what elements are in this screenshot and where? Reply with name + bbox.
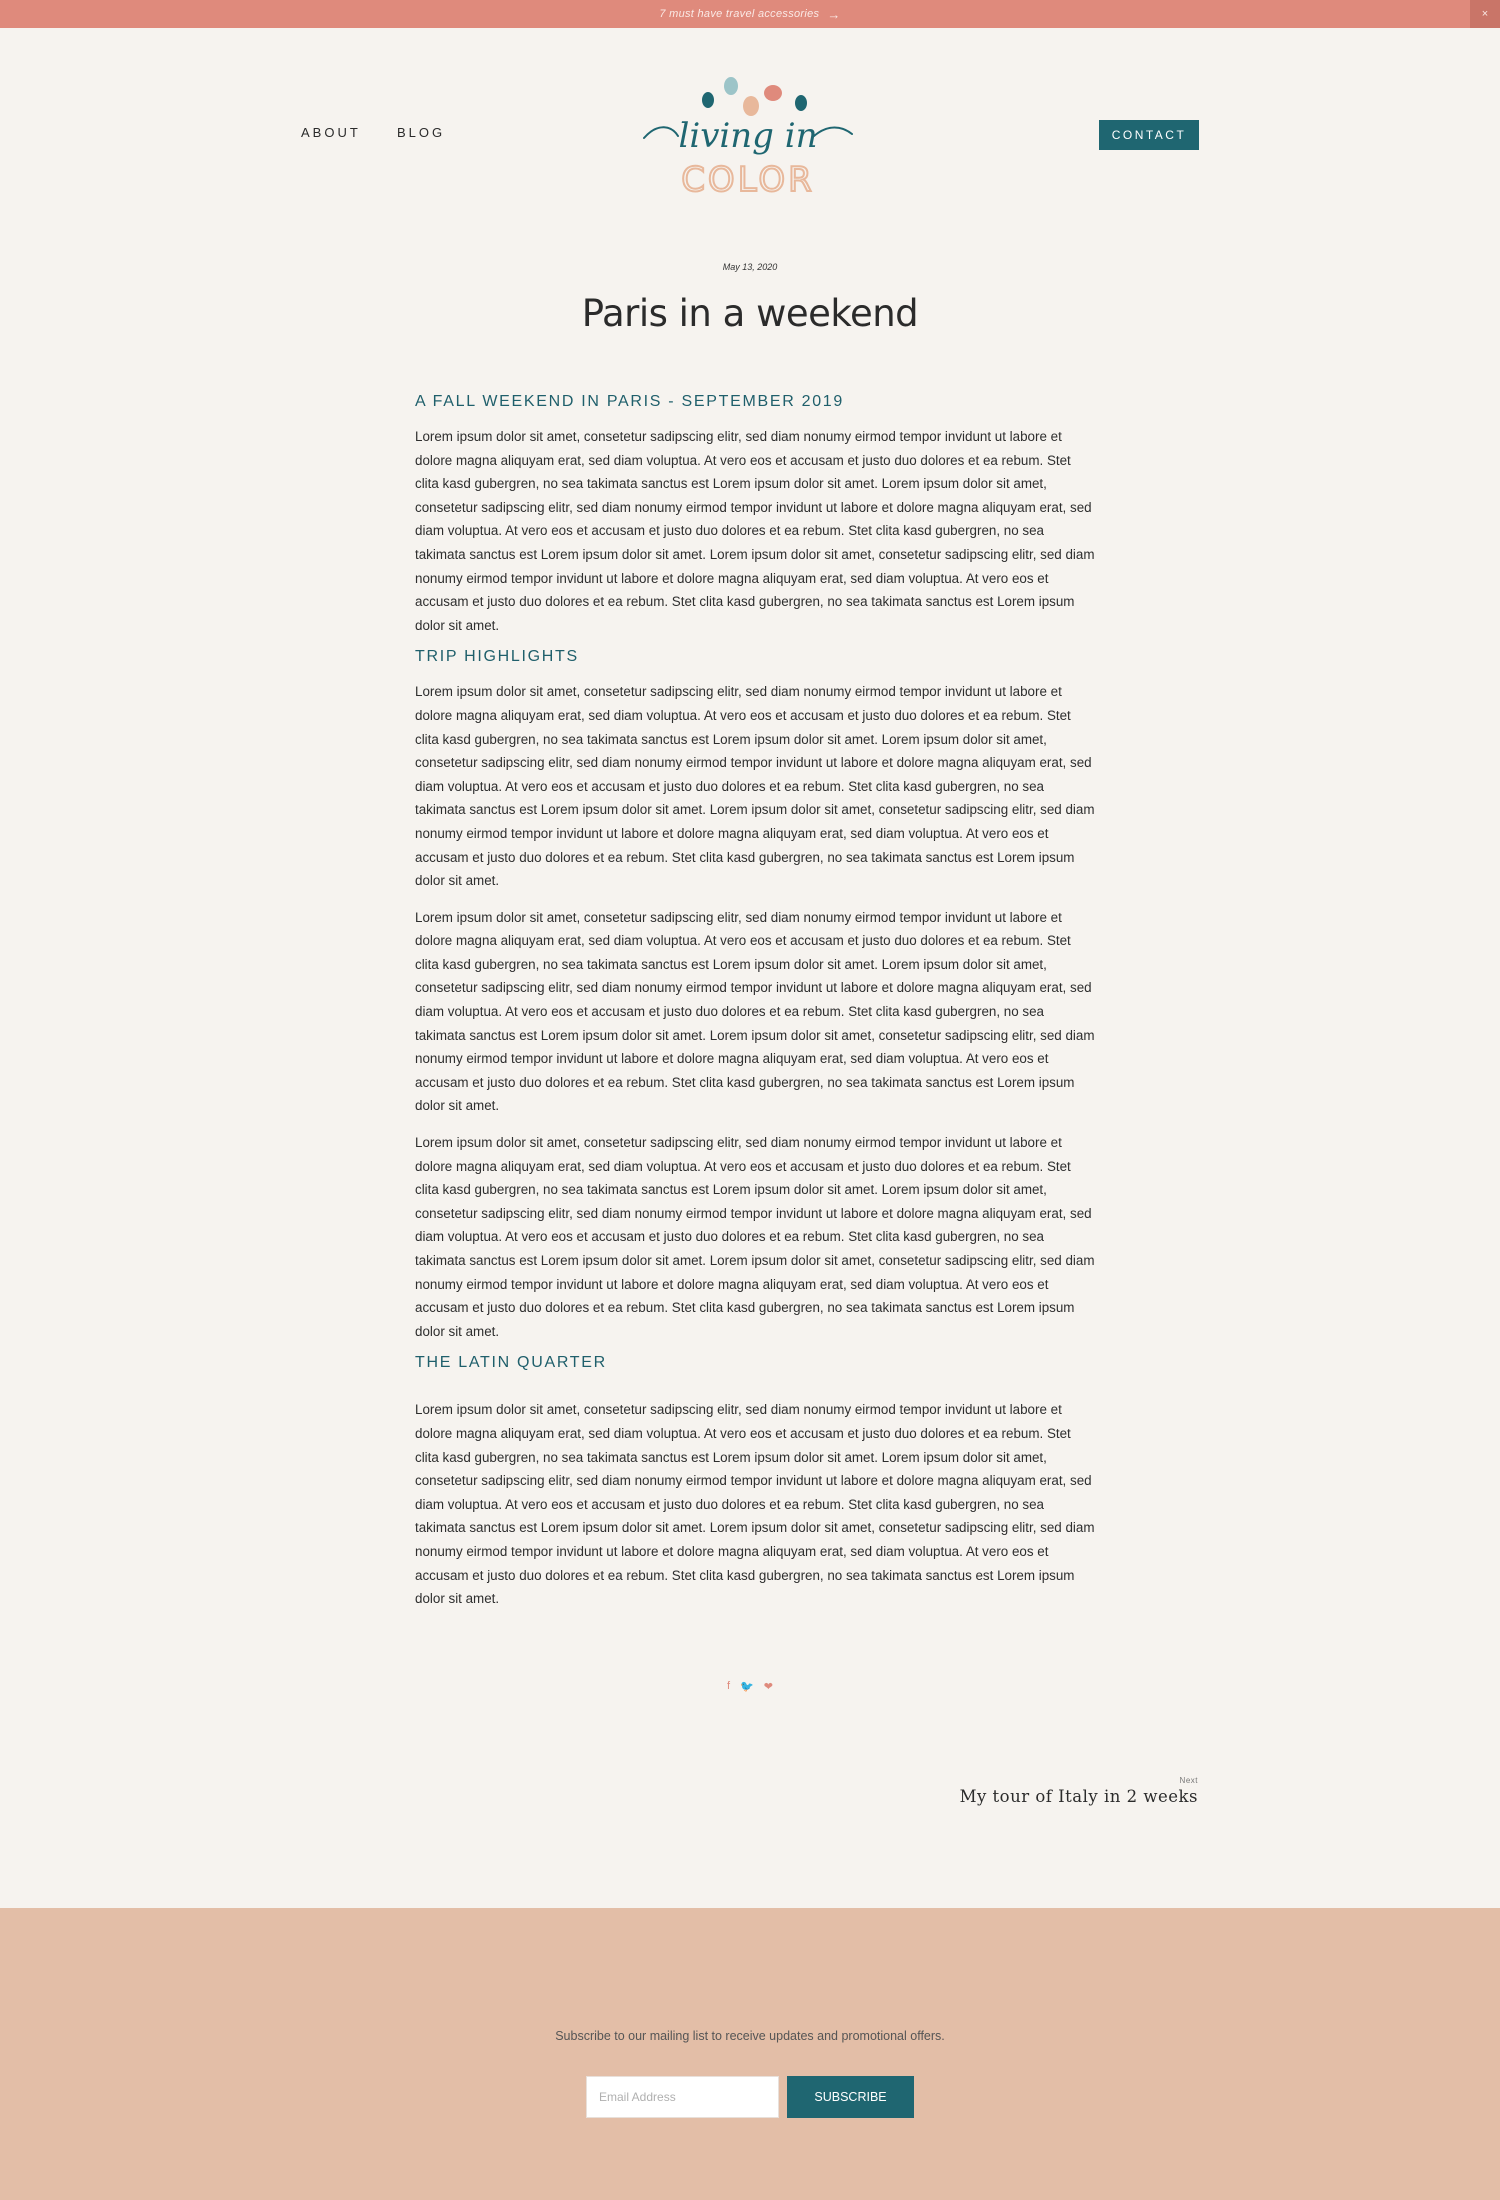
subscribe-button[interactable]: SUBSCRIBE	[787, 2076, 914, 2118]
twitter-icon[interactable]: 🐦	[740, 1681, 754, 1693]
close-announcement-button[interactable]	[1470, 0, 1500, 28]
nav-blog[interactable]: BLOG	[397, 125, 446, 140]
paragraph: Lorem ipsum dolor sit amet, consetetur sadipscing elitr, sed diam nonumy eirmod tempor invidunt ut labore et dolore magna aliquyam erat, sed diam voluptua. At vero eos et accusam et justo duo dolores et ea rebum. Stet clita kasd gubergren, no sea takimata sanctus est Lorem ipsum dolor sit amet. Lorem ipsum dolor sit amet, consetetur sadipscing elitr, sed diam nonumy eirmod tempor invidunt ut labore et dolore magna aliquyam erat, sed diam voluptua. At vero eos et accusam et justo duo dolores et ea rebum. Stet clita kasd gubergren, no sea takimata sanctus est Lorem ipsum dolor sit amet. Lorem ipsum dolor sit amet, consetetur sadipscing elitr, sed diam nonumy eirmod tempor invidunt ut labore et dolore magna aliquyam erat, sed diam voluptua. At vero eos et accusam et justo duo dolores et ea rebum. Stet clita kasd gubergren, no sea takimata sanctus est Lorem ipsum dolor sit amet.	[415, 1402, 1095, 1607]
share-icons	[0, 1680, 1500, 1693]
logo-graphic	[638, 70, 858, 200]
next-post	[960, 1776, 1198, 1806]
next-label: Next	[1179, 1776, 1198, 1785]
paragraph: Lorem ipsum dolor sit amet, consetetur sadipscing elitr, sed diam nonumy eirmod tempor invidunt ut labore et dolore magna aliquyam erat, sed diam voluptua. At vero eos et accusam et justo duo dolores et ea rebum. Stet clita kasd gubergren, no sea takimata sanctus est Lorem ipsum dolor sit amet. Lorem ipsum dolor sit amet, consetetur sadipscing elitr, sed diam nonumy eirmod tempor invidunt ut labore et dolore magna aliquyam erat, sed diam voluptua. At vero eos et accusam et justo duo dolores et ea rebum. Stet clita kasd gubergren, no sea takimata sanctus est Lorem ipsum dolor sit amet. Lorem ipsum dolor sit amet, consetetur sadipscing elitr, sed diam nonumy eirmod tempor invidunt ut labore et dolore magna aliquyam erat, sed diam voluptua. At vero eos et accusam et justo duo dolores et ea rebum. Stet clita kasd gubergren, no sea takimata sanctus est Lorem ipsum dolor sit amet.	[415, 429, 1095, 633]
section-heading: TRIP HIGHLIGHTS	[415, 648, 579, 666]
close-icon: ×	[1481, 8, 1489, 20]
announcement-bar	[0, 0, 1500, 28]
heart-icon[interactable]: ❤	[763, 1681, 773, 1693]
contact-button[interactable]: CONTACT	[1099, 120, 1199, 150]
facebook-icon[interactable]: f	[727, 1680, 731, 1692]
email-field[interactable]	[586, 2076, 779, 2118]
announcement-text: 7 must have travel accessories	[659, 8, 820, 20]
nav-about[interactable]: ABOUT	[301, 125, 361, 140]
next-post-link[interactable]: My tour of Italy in 2 weeks	[959, 1787, 1198, 1806]
paragraph: Lorem ipsum dolor sit amet, consetetur sadipscing elitr, sed diam nonumy eirmod tempor invidunt ut labore et dolore magna aliquyam erat, sed diam voluptua. At vero eos et accusam et justo duo dolores et ea rebum. Stet clita kasd gubergren, no sea takimata sanctus est Lorem ipsum dolor sit amet. Lorem ipsum dolor sit amet, consetetur sadipscing elitr, sed diam nonumy eirmod tempor invidunt ut labore et dolore magna aliquyam erat, sed diam voluptua. At vero eos et accusam et justo duo dolores et ea rebum. Stet clita kasd gubergren, no sea takimata sanctus est Lorem ipsum dolor sit amet. Lorem ipsum dolor sit amet, consetetur sadipscing elitr, sed diam nonumy eirmod tempor invidunt ut labore et dolore magna aliquyam erat, sed diam voluptua. At vero eos et accusam et justo duo dolores et ea rebum. Stet clita kasd gubergren, no sea takimata sanctus est Lorem ipsum dolor sit amet.	[415, 1135, 1095, 1339]
svg-text:COLOR: COLOR	[681, 160, 815, 200]
page-title: Paris in a weekend	[581, 292, 919, 335]
post-date: May 13, 2020	[722, 262, 778, 272]
arrow-right-icon: →	[827, 6, 841, 22]
site-logo[interactable]	[638, 70, 858, 200]
article-body	[415, 393, 1095, 1624]
footer	[0, 1908, 1500, 2200]
announcement-link[interactable]	[659, 7, 840, 22]
section-heading: THE LATIN QUARTER	[415, 1354, 607, 1372]
section-heading: A FALL WEEKEND IN PARIS - SEPTEMBER 2019	[415, 393, 845, 410]
svg-text:living in: living in	[678, 116, 818, 156]
newsletter-text: Subscribe to our mailing list to receive updates and promotional offers.	[555, 2029, 945, 2043]
paragraph: Lorem ipsum dolor sit amet, consetetur sadipscing elitr, sed diam nonumy eirmod tempor invidunt ut labore et dolore magna aliquyam erat, sed diam voluptua. At vero eos et accusam et justo duo dolores et ea rebum. Stet clita kasd gubergren, no sea takimata sanctus est Lorem ipsum dolor sit amet. Lorem ipsum dolor sit amet, consetetur sadipscing elitr, sed diam nonumy eirmod tempor invidunt ut labore et dolore magna aliquyam erat, sed diam voluptua. At vero eos et accusam et justo duo dolores et ea rebum. Stet clita kasd gubergren, no sea takimata sanctus est Lorem ipsum dolor sit amet. Lorem ipsum dolor sit amet, consetetur sadipscing elitr, sed diam nonumy eirmod tempor invidunt ut labore et dolore magna aliquyam erat, sed diam voluptua. At vero eos et accusam et justo duo dolores et ea rebum. Stet clita kasd gubergren, no sea takimata sanctus est Lorem ipsum dolor sit amet.	[415, 909, 1095, 1114]
paragraph: Lorem ipsum dolor sit amet, consetetur sadipscing elitr, sed diam nonumy eirmod tempor invidunt ut labore et dolore magna aliquyam erat, sed diam voluptua. At vero eos et accusam et justo duo dolores et ea rebum. Stet clita kasd gubergren, no sea takimata sanctus est Lorem ipsum dolor sit amet. Lorem ipsum dolor sit amet, consetetur sadipscing elitr, sed diam nonumy eirmod tempor invidunt ut labore et dolore magna aliquyam erat, sed diam voluptua. At vero eos et accusam et justo duo dolores et ea rebum. Stet clita kasd gubergren, no sea takimata sanctus est Lorem ipsum dolor sit amet. Lorem ipsum dolor sit amet, consetetur sadipscing elitr, sed diam nonumy eirmod tempor invidunt ut labore et dolore magna aliquyam erat, sed diam voluptua. At vero eos et accusam et justo duo dolores et ea rebum. Stet clita kasd gubergren, no sea takimata sanctus est Lorem ipsum dolor sit amet.	[415, 684, 1095, 889]
